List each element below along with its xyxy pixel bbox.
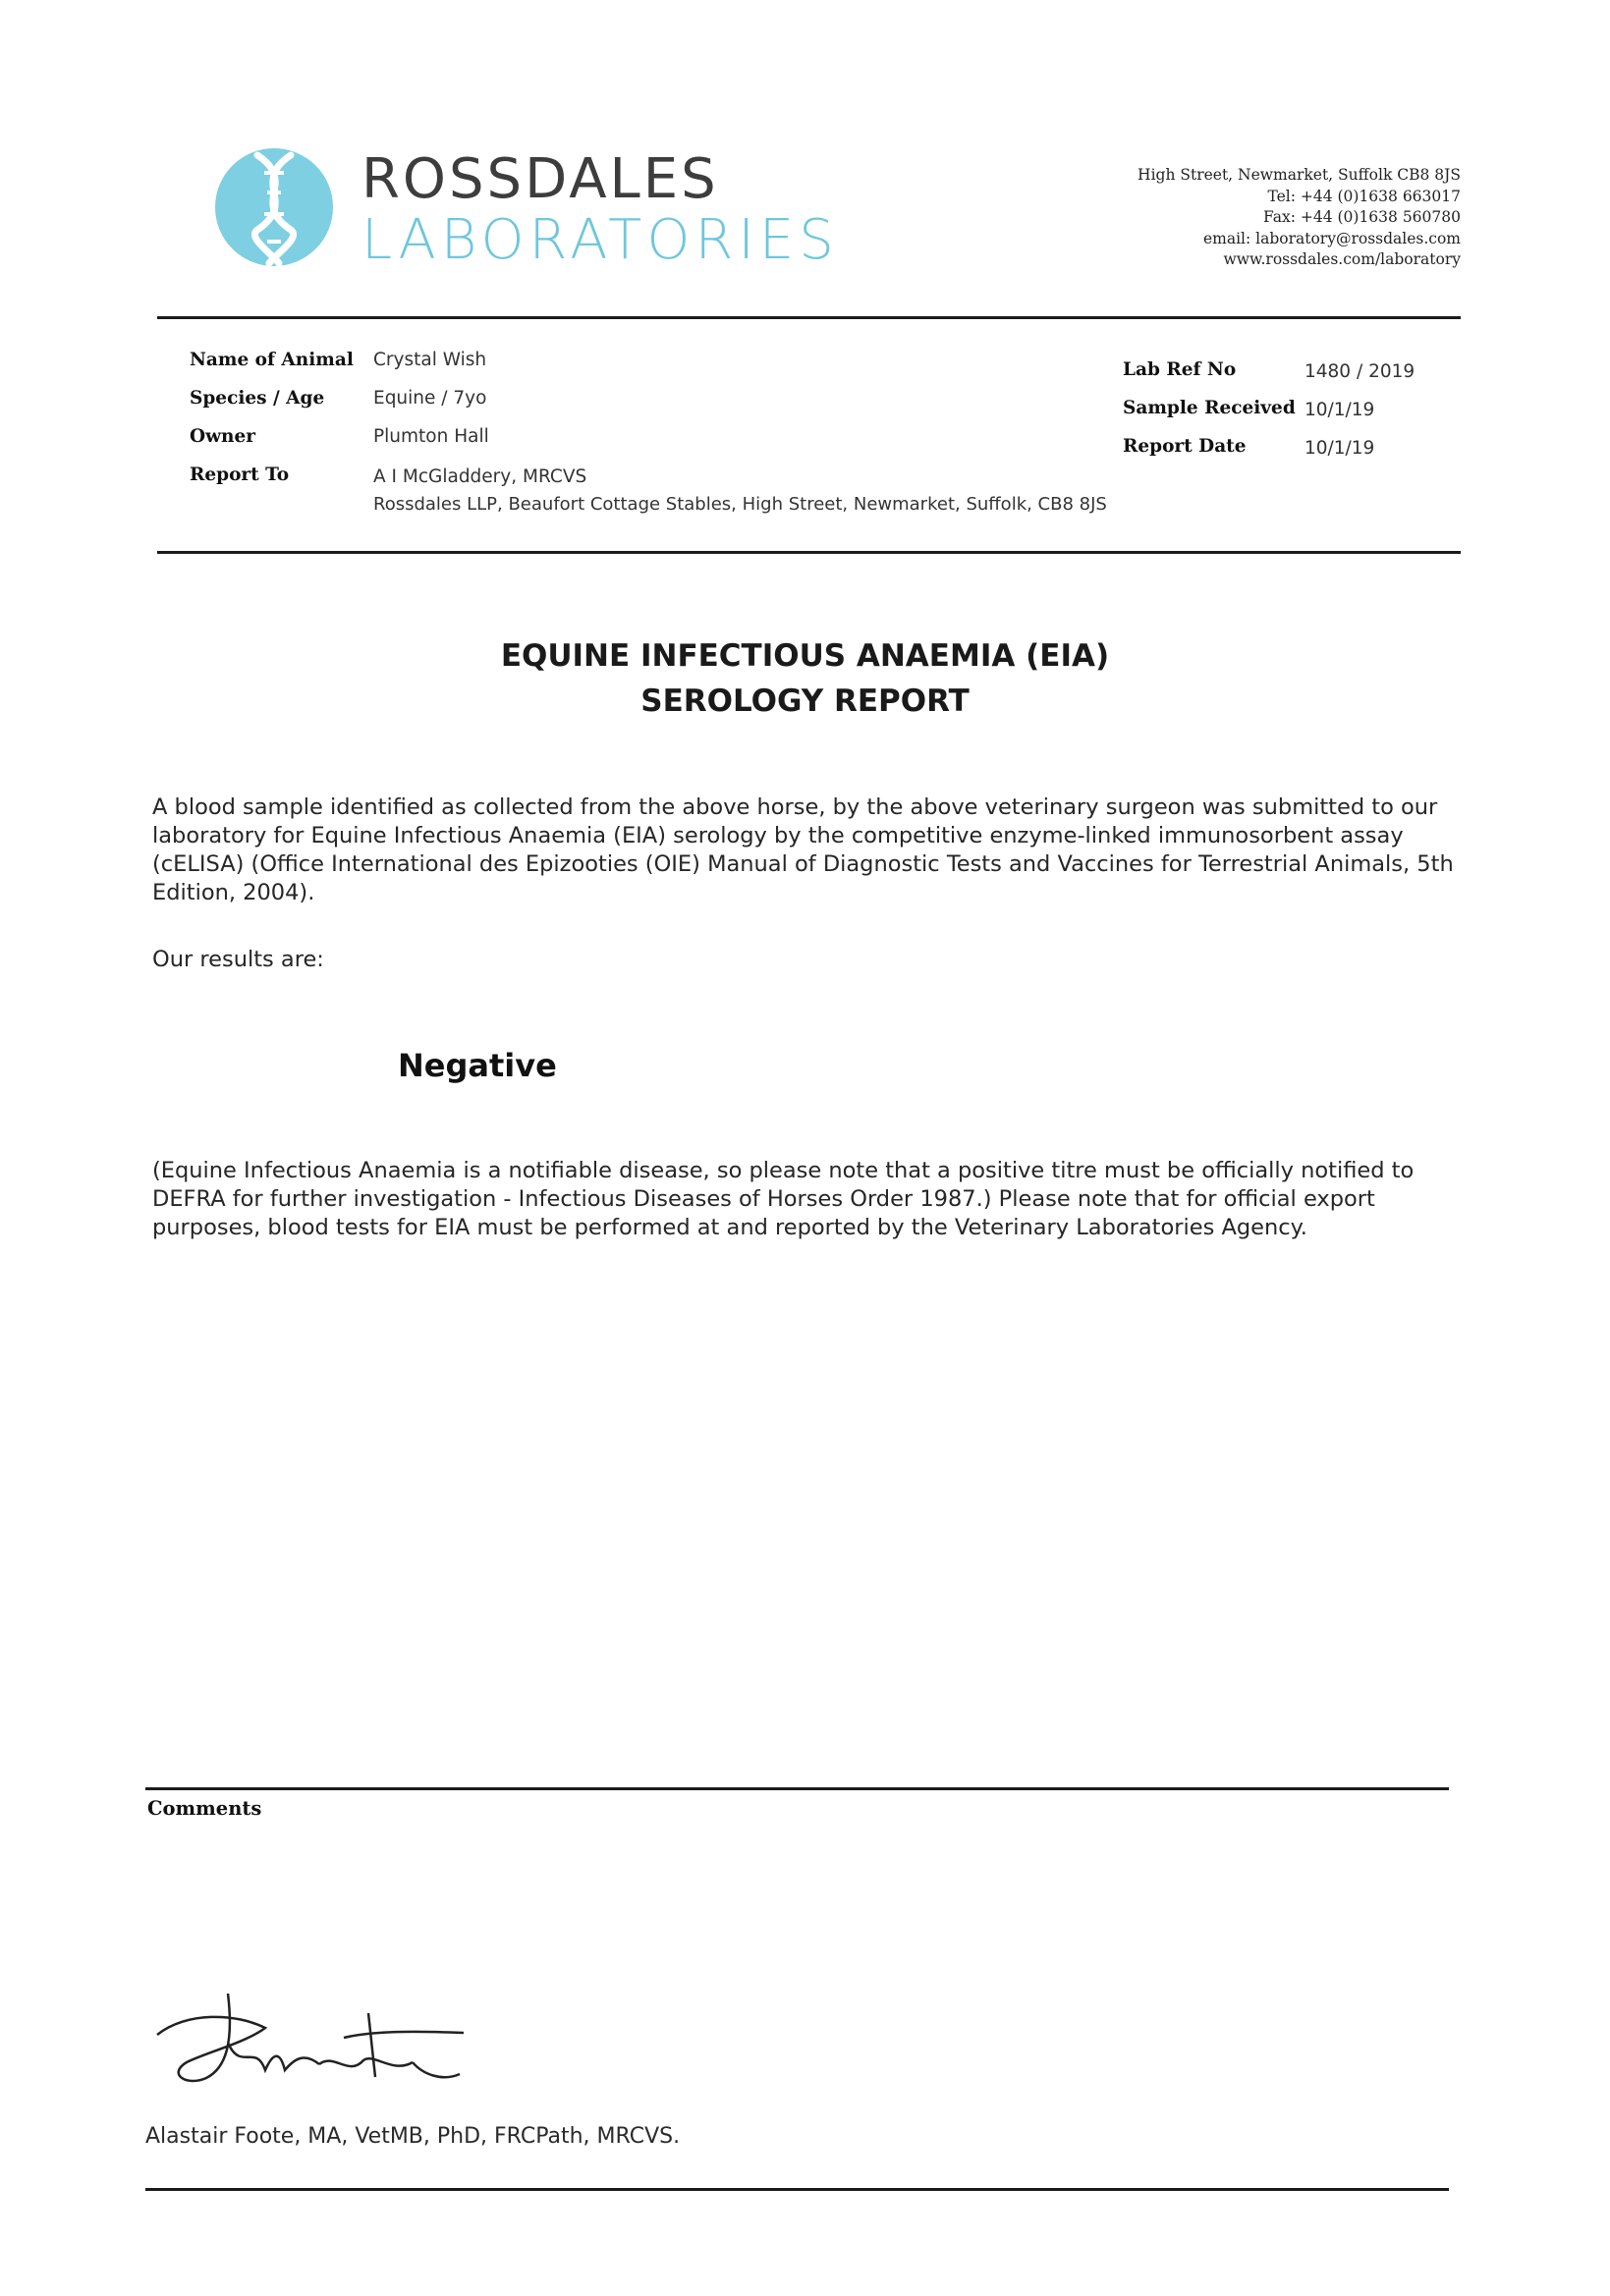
address-street: High Street, Newmarket, Suffolk CB8 8JS (1138, 166, 1461, 184)
address-website[interactable]: www.rossdales.com/laboratory (1223, 250, 1461, 268)
report-to-name: A I McGladdery, MRCVS (373, 466, 587, 487)
details-divider (157, 551, 1461, 554)
signatory-name: Alastair Foote, MA, VetMB, PhD, FRCPath, MRCVS. (145, 2124, 681, 2149)
intro-paragraph: A blood sample identified as collected from the above horse, by the above veterinary surgeon was submitted to our laboratory for Equine Infectious Anaemia (EIA) serology by the competitive enzyme-linked immunosorbent assay (cELISA) (Office International des Epizooties (OIE) Manual of Diagnostic Tests and Vaccines for Terrestrial Animals, 5th Edition, 2004). (152, 794, 1454, 905)
species-value: Equine / 7yo (373, 388, 487, 409)
brand-subtitle: LABORATORIES (361, 208, 839, 272)
contact-address (1138, 165, 1461, 271)
sample-received-label: Sample Received (1123, 398, 1296, 418)
report-title: EQUINE INFECTIOUS ANAEMIA (EIA) (500, 638, 1110, 674)
brand-name: ROSSDALES (361, 147, 719, 211)
dna-logo-icon (210, 143, 338, 271)
test-result: Negative (398, 1047, 557, 1084)
name-label: Name of Animal (190, 350, 354, 370)
signature-icon (147, 1984, 501, 2102)
owner-value: Plumton Hall (373, 426, 489, 447)
report-date-value: 10/1/19 (1305, 438, 1375, 459)
lab-ref-label: Lab Ref No (1123, 359, 1237, 380)
report-to-address: Rossdales LLP, Beaufort Cottage Stables, High Street, Newmarket, Suffolk, CB8 8JS (373, 494, 1107, 515)
notice-paragraph: (Equine Infectious Anaemia is a notifiable disease, so please note that a positive titre must be officially notified to DEFRA for further investigation - Infectious Diseases of Horses Order 1987.) Please note that for official export purposes, blood tests for EIA must be performed at and reported by the Veterinary Laboratories Agency. (152, 1158, 1415, 1240)
lab-ref-value: 1480 / 2019 (1305, 361, 1416, 382)
header-divider (157, 316, 1461, 319)
report-to-label: Report To (190, 465, 290, 485)
report-date-label: Report Date (1123, 436, 1247, 457)
sample-received-value: 10/1/19 (1305, 400, 1375, 420)
report-subtitle: SEROLOGY REPORT (640, 683, 970, 719)
species-label: Species / Age (190, 388, 325, 409)
footer-divider (145, 2188, 1449, 2191)
comments-label: Comments (147, 1797, 262, 1820)
name-value: Crystal Wish (373, 350, 487, 370)
address-email[interactable]: email: laboratory@rossdales.com (1202, 229, 1461, 247)
comments-divider (145, 1787, 1449, 1790)
results-intro: Our results are: (152, 947, 324, 972)
address-tel: Tel: +44 (0)1638 663017 (1267, 187, 1461, 205)
owner-label: Owner (190, 426, 256, 447)
address-fax: Fax: +44 (0)1638 560780 (1263, 208, 1461, 226)
